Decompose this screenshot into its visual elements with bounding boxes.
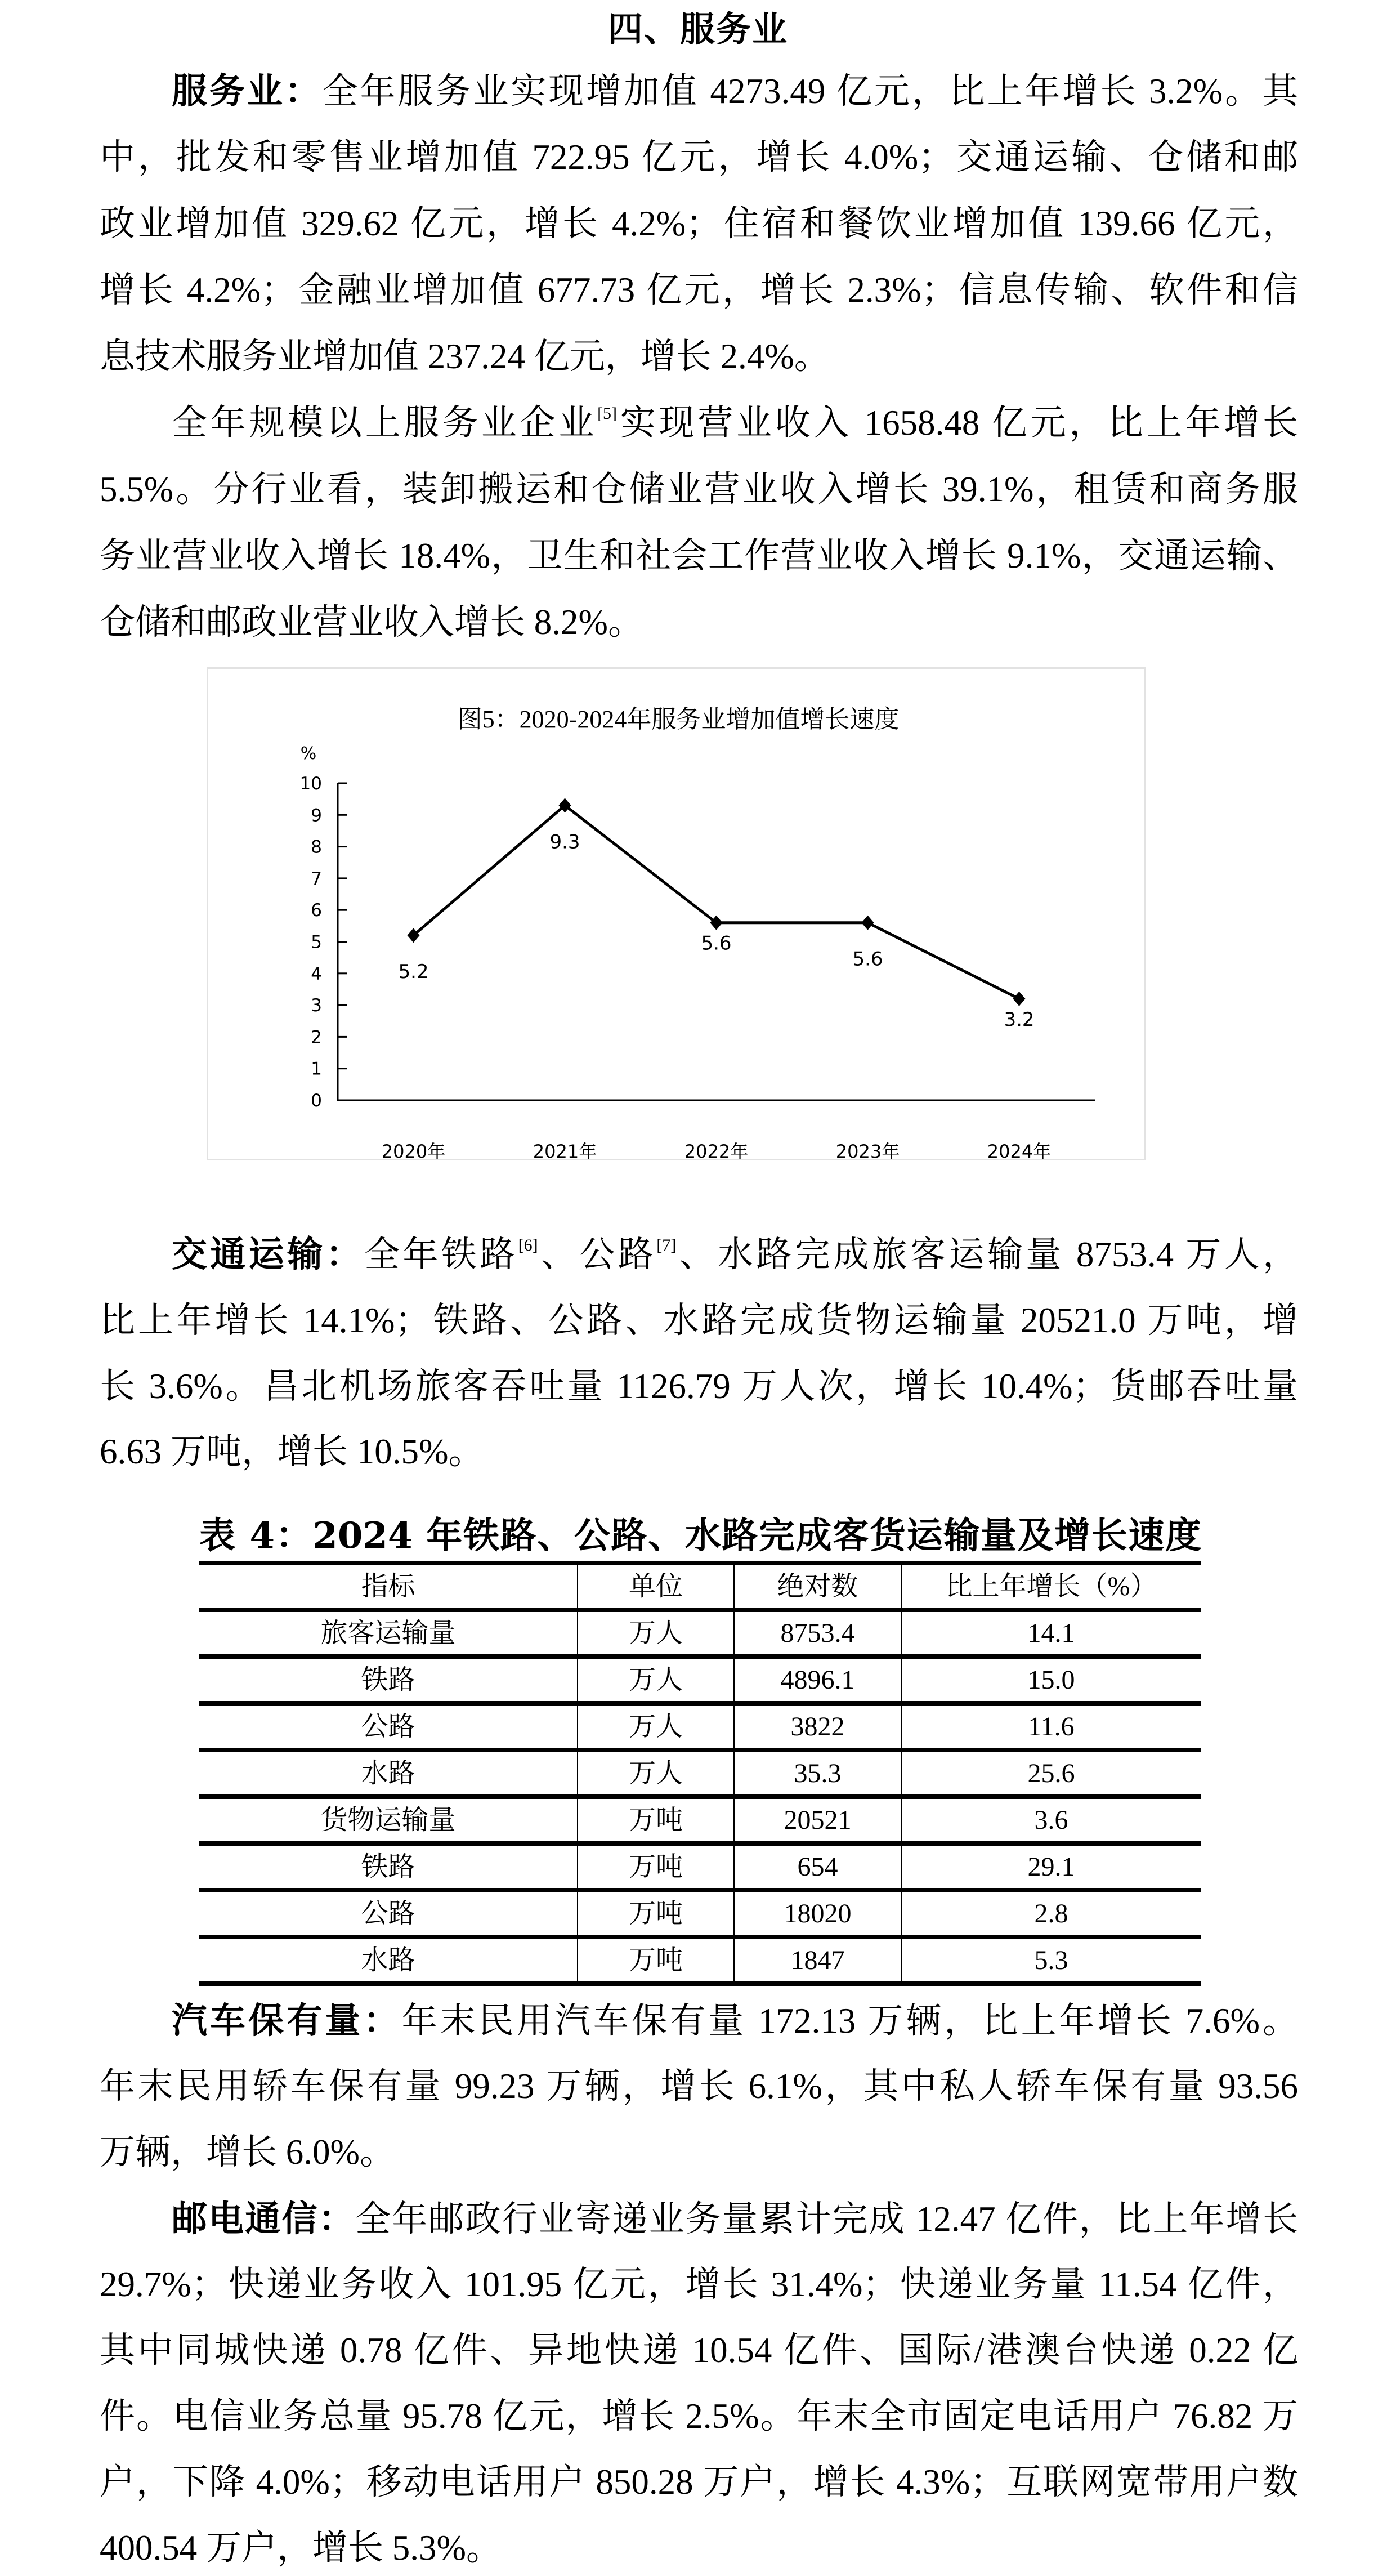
y-axis-label: %: [300, 744, 317, 764]
post-text-1: 全年邮政行业寄递业务量累计完成 12.47 亿件，比上年增长: [355, 2199, 1299, 2239]
series-markers: [408, 798, 1026, 1006]
vehicles-line-1: [172, 1998, 1298, 2043]
table-row: [199, 1610, 1201, 1657]
services-p1-line-5: 息技术服务业增加值 237.24 亿元，增长 2.4%。: [100, 337, 830, 376]
cell-unit: 万人: [578, 1610, 734, 1657]
y-tick-labels: [300, 774, 322, 1111]
y-tick-label: 4: [311, 963, 322, 984]
footnote-ref-7[interactable]: [7]: [656, 1236, 677, 1254]
services-p1-line-3: 政业增加值 329.62 亿元，增长 4.2%；住宿和餐饮业增加值 139.66 亿元，: [100, 204, 1298, 243]
header-indicator-char-1: 指: [361, 1572, 388, 1601]
cell-absolute: 8753.4: [734, 1610, 901, 1657]
cell-indicator: 货物运输量: [199, 1797, 578, 1843]
x-tick-label: 2020年: [381, 1141, 446, 1162]
data-point-marker: [862, 916, 874, 930]
transport-table: [199, 1561, 1201, 1986]
cell-indicator: 水路: [199, 1750, 578, 1797]
data-label: 5.6: [852, 948, 883, 971]
y-tick-label: 5: [311, 932, 322, 953]
table-title: 表 4：2024 年铁路、公路、水路完成客货运输量及增长速度: [199, 1515, 1201, 1557]
data-label: 5.6: [701, 932, 732, 955]
cell-indicator: 水路: [199, 1937, 578, 1984]
vehicles-line-3: 万辆，增长 6.0%。: [100, 2132, 395, 2172]
cell-absolute: 18020: [734, 1890, 901, 1937]
services-p2-line-2: 5.5%。分行业看，装卸搬运和仓储业营业收入增长 39.1%，租赁和商务服: [100, 470, 1298, 509]
post-line-4: 件。电信业务总量 95.78 亿元，增长 2.5%。年末全市固定电话用户 76.82 万: [100, 2396, 1298, 2436]
post-line-5: 户，下降 4.0%；移动电话用户 850.28 万户，增长 4.3%；互联网宽带用户数: [100, 2462, 1298, 2502]
transport-lead: 交通运输：: [172, 1233, 365, 1275]
footnote-ref-6[interactable]: [6]: [518, 1236, 538, 1254]
cell-unit: 万吨: [578, 1937, 734, 1984]
cell-indicator: 公路: [199, 1890, 578, 1937]
y-tick-label: 3: [311, 995, 322, 1016]
post-line-6: 400.54 万户，增长 5.3%。: [100, 2528, 502, 2568]
services-lead: 服务业：: [172, 70, 323, 111]
table-row: [199, 1703, 1201, 1750]
header-indicator: [199, 1563, 578, 1610]
cell-unit: 万人: [578, 1657, 734, 1703]
cell-growth: 25.6: [901, 1750, 1201, 1797]
table-row: [199, 1890, 1201, 1937]
cell-growth: 3.6: [901, 1797, 1201, 1843]
transport-text-a: 全年铁路: [364, 1235, 518, 1274]
table-row: [199, 1843, 1201, 1890]
header-absolute: 绝对数: [734, 1563, 901, 1610]
cell-growth: 14.1: [901, 1610, 1201, 1657]
transport-text-c: 、水路完成旅客运输量 8753.4 万人，: [676, 1235, 1299, 1274]
table-row: [199, 1750, 1201, 1797]
services-p1-text-1: 全年服务业实现增加值 4273.49 亿元，比上年增长 3.2%。其: [322, 72, 1298, 111]
cell-absolute: 20521: [734, 1797, 901, 1843]
y-tick-label: 10: [299, 774, 322, 794]
y-tick-label: 0: [311, 1091, 322, 1111]
transport-line-4: 6.63 万吨，增长 10.5%。: [100, 1432, 484, 1471]
transport-line-2: 比上年增长 14.1%；铁路、公路、水路完成货物运输量 20521.0 万吨，增: [100, 1301, 1298, 1340]
cell-growth: 11.6: [901, 1703, 1201, 1750]
post-line-3: 其中同城快递 0.78 亿件、异地快递 10.54 亿件、国际/港澳台快递 0.22 亿: [100, 2331, 1298, 2370]
table-header-row: [199, 1563, 1201, 1610]
cell-indicator: 铁路: [199, 1657, 578, 1703]
services-p2-line-4: 仓储和邮政业营业收入增长 8.2%。: [100, 602, 643, 642]
cell-growth: 5.3: [901, 1937, 1201, 1984]
data-label: 9.3: [549, 831, 580, 854]
data-label: 5.2: [398, 961, 429, 984]
cell-unit: 万人: [578, 1750, 734, 1797]
cell-indicator: 铁路: [199, 1843, 578, 1890]
data-labels: [398, 831, 1034, 1030]
cell-growth: 29.1: [901, 1843, 1201, 1890]
services-p2-text-b: 实现营业收入 1658.48 亿元，比上年增长: [617, 403, 1299, 443]
services-p1-line-4: 增长 4.2%；金融业增加值 677.73 亿元，增长 2.3%；信息传输、软件和信: [100, 270, 1298, 310]
cell-unit: 万吨: [578, 1797, 734, 1843]
table-row: [199, 1797, 1201, 1843]
post-line-1: [172, 2196, 1298, 2241]
x-tick-label: 2024年: [987, 1141, 1052, 1162]
cell-absolute: 654: [734, 1843, 901, 1890]
y-tick-label: 7: [311, 868, 322, 889]
vehicles-lead: 汽车保有量：: [172, 1999, 402, 2041]
cell-indicator: 旅客运输量: [199, 1610, 578, 1657]
table-row: [199, 1937, 1201, 1984]
x-tick-labels: [382, 1141, 1051, 1162]
data-label: 3.2: [1004, 1008, 1035, 1031]
header-unit: 单位: [578, 1563, 734, 1610]
post-line-2: 29.7%；快递业务收入 101.95 亿元，增长 31.4%；快递业务量 11.54 亿件，: [100, 2265, 1298, 2304]
y-tick-label: 1: [311, 1059, 322, 1079]
cell-growth: 2.8: [901, 1890, 1201, 1937]
section-title: 四、服务业: [607, 8, 788, 50]
header-indicator-char-2: 标: [388, 1572, 415, 1601]
cell-growth: 15.0: [901, 1657, 1201, 1703]
y-tick-label: 6: [311, 900, 322, 921]
line-chart: [0, 0, 1396, 1182]
vehicles-text-1: 年末民用汽车保有量 172.13 万辆，比上年增长 7.6%。: [401, 2001, 1299, 2041]
post-lead: 邮电通信：: [172, 2198, 355, 2239]
cell-unit: 万人: [578, 1703, 734, 1750]
services-p2-line-3: 务业营业收入增长 18.4%，卫生和社会工作营业收入增长 9.1%，交通运输、: [100, 536, 1298, 575]
cell-unit: 万吨: [578, 1890, 734, 1937]
cell-absolute: 1847: [734, 1937, 901, 1984]
series-line: [414, 805, 1019, 998]
x-tick-label: 2021年: [533, 1141, 597, 1162]
header-growth: 比上年增长（%）: [901, 1563, 1201, 1610]
cell-indicator: 公路: [199, 1703, 578, 1750]
cell-unit: 万吨: [578, 1843, 734, 1890]
cell-absolute: 3822: [734, 1703, 901, 1750]
cell-absolute: 4896.1: [734, 1657, 901, 1703]
x-tick-label: 2023年: [835, 1141, 900, 1162]
cell-absolute: 35.3: [734, 1750, 901, 1797]
data-point-marker: [1013, 992, 1026, 1006]
services-p2-text-a: 全年规模以上服务业企业: [172, 403, 598, 443]
footnote-ref-5[interactable]: [5]: [597, 404, 618, 423]
y-tick-label: 9: [311, 805, 322, 826]
transport-line-3: 长 3.6%。昌北机场旅客吞吐量 1126.79 万人次，增长 10.4%；货邮吞吐量: [100, 1367, 1298, 1406]
y-tick-label: 2: [311, 1027, 322, 1048]
vehicles-line-2: 年末民用轿车保有量 99.23 万辆，增长 6.1%，其中私人轿车保有量 93.56: [100, 2066, 1298, 2106]
transport-line-1: [172, 1231, 1298, 1276]
transport-text-b: 、公路: [538, 1235, 657, 1274]
x-tick-label: 2022年: [684, 1141, 749, 1162]
services-p1-line-2: 中，批发和零售业增加值 722.95 亿元，增长 4.0%；交通运输、仓储和邮: [100, 137, 1298, 177]
table-row: [199, 1657, 1201, 1703]
series-polyline: [414, 805, 1019, 998]
y-tick-label: 8: [311, 837, 322, 858]
chart-title: 图5：2020-2024年服务业增加值增长速度: [457, 706, 900, 733]
